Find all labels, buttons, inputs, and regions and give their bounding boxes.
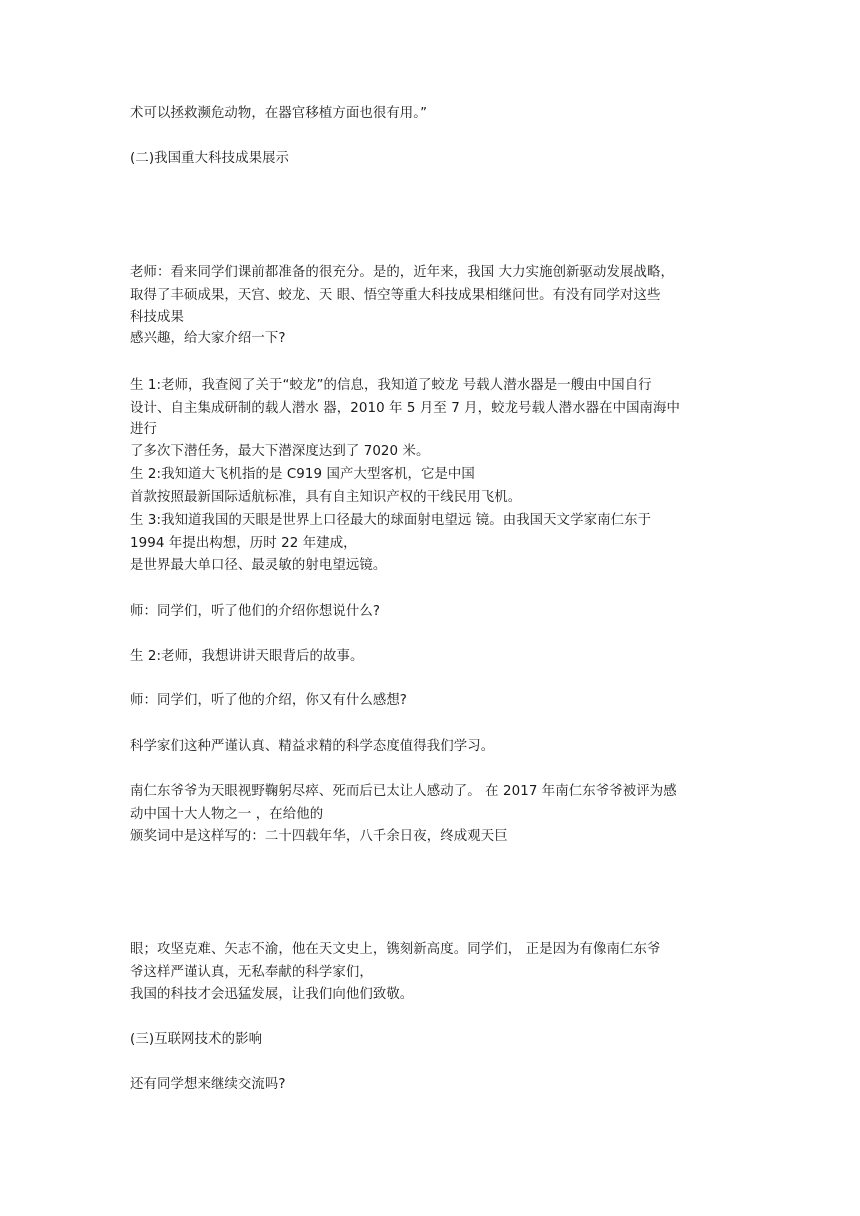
text-line: 术可以拯救濒危动物，在器官移植方面也很有用。” — [130, 106, 428, 121]
text-line: 感兴趣，给大家介绍一下? — [130, 331, 286, 346]
text-line: 生 2:我知道大飞机指的是 C919 国产大型客机，它是中国 — [130, 467, 475, 482]
text-line: 进行 — [130, 422, 157, 437]
text-line: 设计、自主集成研制的载人潜水 器，2010 年 5 月至 7 月，蛟龙号载人潜水器在中国南海中 — [130, 401, 681, 416]
text-line: 科技成果 — [130, 310, 184, 325]
text-line: 生 3:我知道我国的天眼是世界上口径最大的球面射电望远 镜。由我国天文学家南仁东于 — [130, 513, 652, 528]
text-line: 科学家们这种严谨认真、精益求精的科学态度值得我们学习。 — [130, 739, 495, 754]
text-line: 首款按照最新国际适航标准，具有自主知识产权的干线民用飞机。 — [130, 490, 522, 505]
text-line: 了多次下潜任务，最大下潜深度达到了 7020 米。 — [130, 444, 430, 459]
text-line: 师：同学们，听了他们的介绍你想说什么? — [130, 604, 381, 619]
text-line: 生 2:老师，我想讲讲天眼背后的故事。 — [130, 649, 364, 664]
text-line: 爷这样严谨认真，无私奉献的科学家们， — [130, 965, 373, 980]
text-line: 南仁东爷爷为天眼视野鞠躬尽瘁、死而后已太让人感动了。 在 2017 年南仁东爷爷被评为感 — [130, 784, 677, 799]
text-line: 还有同学想来继续交流吗? — [130, 1077, 286, 1092]
text-line: 眼；攻坚克难、矢志不渝，他在天文史上，镌刻新高度。同学们， 正是因为有像南仁东爷 — [130, 942, 661, 957]
text-line: 取得了丰硕成果，天宫、蛟龙、天 眼、悟空等重大科技成果相继问世。有没有同学对这些 — [130, 288, 661, 303]
section-heading: (三)互联网技术的影响 — [130, 1032, 263, 1047]
text-line: 我国的科技才会迅猛发展，让我们向他们致敬。 — [130, 987, 414, 1002]
section-heading: (二)我国重大科技成果展示 — [130, 151, 290, 166]
text-line: 是世界最大单口径、最灵敏的射电望远镜。 — [130, 558, 387, 573]
text-line: 老师：看来同学们课前都准备的很充分。是的，近年来，我国 大力实施创新驱动发展战略， — [130, 265, 674, 280]
text-line: 生 1:老师，我查阅了关于“蛟龙”的信息，我知道了蛟龙 号载人潜水器是一艘由中国自行 — [130, 378, 652, 393]
text-line: 1994 年提出构想，历时 22 年建成， — [130, 536, 357, 551]
text-line: 动中国十大人物之一 ，在给他的 — [130, 807, 324, 822]
text-line: 颁奖词中是这样写的：二十四载年华，八千余日夜，终成观天巨 — [130, 829, 508, 844]
text-line: 师：同学们，听了他的介绍，你又有什么感想? — [130, 693, 408, 708]
